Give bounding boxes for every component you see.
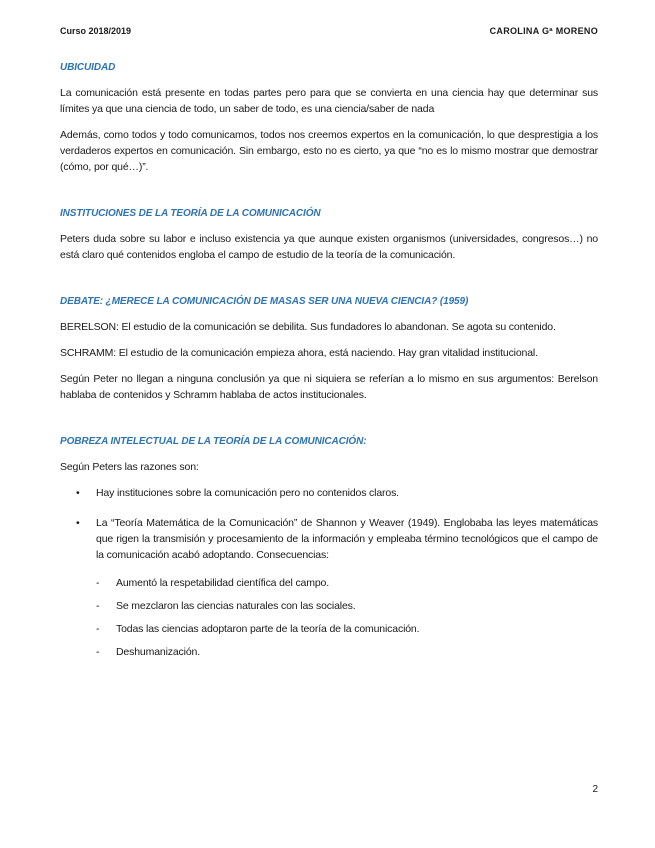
- list-item-text: La “Teoría Matemática de la Comunicación” de Shannon y Weaver (1949). Englobaba las leyes matemáticas que rigen la transmisión y procesamiento de la información y empleaba término tecnológicos que el campo de la comunicación acabó adoptando. Consecuencias:: [96, 517, 598, 561]
- paragraph: Además, como todos y todo comunicamos, todos nos creemos expertos en la comunicación, lo que desprestigia a los verdaderos expertos en comunicación. Sin embargo, esto no es cierto, ya que “no es lo mismo mostrar que demostrar (cómo, por qué…)”.: [60, 129, 598, 173]
- list-item-text: Se mezclaron las ciencias naturales con las sociales.: [116, 600, 356, 612]
- page-content: [60, 62, 598, 674]
- page-number: 2: [592, 784, 598, 795]
- heading-instituciones: INSTITUCIONES DE LA TEORÍA DE LA COMUNICACIÓN: [60, 208, 321, 219]
- paragraph: SCHRAMM: El estudio de la comunicación empieza ahora, está naciendo. Hay gran vitalidad institucional.: [60, 347, 538, 359]
- heading-debate: DEBATE: ¿MERECE LA COMUNICACIÓN DE MASAS SER UNA NUEVA CIENCIA? (1959): [60, 296, 469, 307]
- heading-ubicuidad: UBICUIDAD: [60, 62, 116, 73]
- paragraph: Según Peters las razones son:: [60, 461, 199, 473]
- list-item: [60, 485, 598, 501]
- header-author: CAROLINA Gª MORENO: [489, 26, 598, 36]
- bullet-marker: •: [76, 517, 80, 529]
- dash-marker: -: [96, 577, 100, 589]
- dash-marker: -: [96, 623, 100, 635]
- list-item: [96, 575, 598, 591]
- paragraph: La comunicación está presente en todas partes pero para que se convierta en una ciencia hay que determinar sus límites ya que una ciencia de todo, un saber de todo, es una ciencia/saber de nada: [60, 87, 598, 115]
- list-item: [60, 515, 598, 660]
- paragraph: Según Peter no llegan a ninguna conclusión ya que ni siquiera se referían a lo mismo en sus argumentos: Berelson hablaba de contenidos y Schramm hablaba de actos institucionales.: [60, 373, 598, 401]
- dash-marker: -: [96, 646, 100, 658]
- list-item-text: Aumentó la respetabilidad científica del campo.: [116, 577, 329, 589]
- list-item-text: Hay instituciones sobre la comunicación pero no contenidos claros.: [96, 487, 399, 499]
- page-header: [60, 26, 598, 38]
- bullet-list: [60, 485, 598, 660]
- list-item: [96, 621, 598, 637]
- paragraph: Peters duda sobre su labor e incluso existencia ya que aunque existen organismos (universidades, congresos…) no está claro qué contenidos engloba el campo de estudio de la teoría de la comunicación.: [60, 233, 598, 261]
- list-item: [96, 644, 598, 660]
- bullet-marker: •: [76, 487, 80, 499]
- consequences-list: [96, 575, 598, 660]
- paragraph: BERELSON: El estudio de la comunicación se debilita. Sus fundadores lo abandonan. Se agota su contenido.: [60, 321, 556, 333]
- list-item-text: Todas las ciencias adoptaron parte de la teoría de la comunicación.: [116, 623, 420, 635]
- heading-pobreza: POBREZA INTELECTUAL DE LA TEORÍA DE LA COMUNICACIÓN:: [60, 436, 367, 447]
- list-item: [96, 598, 598, 614]
- dash-marker: -: [96, 600, 100, 612]
- header-course: Curso 2018/2019: [60, 26, 132, 36]
- list-item-text: Deshumanización.: [116, 646, 200, 658]
